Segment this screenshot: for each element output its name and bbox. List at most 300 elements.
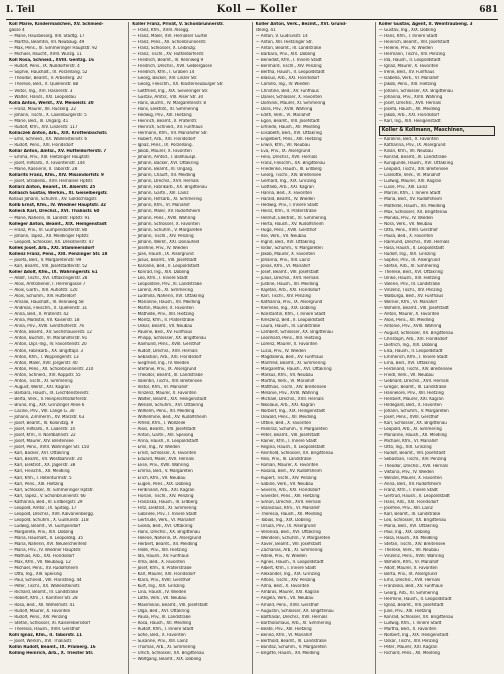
directory-entry: — Julie, Haush., IX. Alsergrund: [132, 251, 194, 257]
directory-entry: — Herbert, Beamt., XII. Meidling: [132, 542, 198, 548]
directory-entry: — Richard, Pens., XII. Meidling: [378, 650, 440, 656]
directory-entry: — Gregor, Beamt., III. Landstraße: [378, 384, 447, 390]
directory-entry: — Ulrich, Schlosser, XX. Brigittenau: [132, 650, 205, 656]
directory-entry: — Sophie, Priv., IX. Alsergrund: [378, 257, 440, 263]
directory-entry: — Theresia, Haush., XVIII. Gersthof: [9, 626, 80, 632]
directory-entry: — Otto, Pens., XVIII. Gersthof: [378, 227, 438, 233]
directory-entry: — Hans, Kfm., I. Innere Stadt: [378, 34, 438, 40]
directory-entry: — Hedwig, Priv., I. Innere Stadt: [255, 203, 318, 209]
directory-entry: — Ida, Haush., XV. Fünfhaus: [132, 554, 189, 560]
directory-entry: — Julius, Drechsl., XVII. Hernals: [255, 275, 319, 281]
directory-entry: — Hermann, Kfm., VII. Mariahilfer Str.: [132, 130, 208, 136]
directory-entry: — Johann, Schlosser, X. Favoriten: [132, 221, 200, 227]
directory-entry: — Konrad, Ing., XIX. Döbling: [132, 269, 190, 275]
directory-entry: — Martin, Maurer, X. Favoriten: [132, 306, 194, 312]
directory-entry: — Roman, Maurer, X. Favoriten: [255, 463, 319, 469]
directory-entry: — Franz, Tischl., XV. Hütteldorferstr.: [132, 52, 205, 58]
directory-entry: — Oswald, Pens., XII. Meidling: [255, 415, 317, 421]
directory-entry: — Ludwig, Beamt., VI. Gumpendorf: [9, 523, 81, 529]
directory-entry: — Rudolf, Pens., IX. Nußdorferstr. 4: [9, 64, 80, 70]
directory-entry: — Sebastian, Tischl., XIV. Penzing: [378, 457, 447, 463]
directory-entry: — Hans, Elektrot., XI. Simmering: [132, 106, 199, 112]
directory-entry: — Alois, Pens., XII. Meidling: [378, 318, 435, 324]
directory-entry: — Anton, Gärtn., XIII. Speising: [132, 433, 194, 439]
directory-entry: — Elise, Priv., XVIII. Währing: [132, 463, 189, 469]
directory-entry: — Heinrich, Schneid., XV. Fünfhaus: [132, 124, 203, 130]
directory-entry: — Franziska, Bed., XV. Fünfhaus: [378, 584, 443, 590]
directory-entry: — Rudolf, Pens., XXI. Floridsdorf: [9, 142, 74, 148]
directory-entry: — Moritz, Kfm., II. Praterstraße: [132, 318, 195, 324]
directory-entry: Kollaczek Anton, Arb., XIX. Krottenbachstr.: [9, 130, 108, 136]
directory-entry: — Georg, Arb., XI. Simmering: [378, 590, 439, 596]
directory-entry: — Valentin, Tischl., XIV. Breitensee: [132, 378, 202, 384]
directory-entry: — Rosalia, Bed., XV. Rudolfsheim: [255, 469, 322, 475]
directory-entry: — Vinzenz, Maurer, X. Favoriten: [132, 390, 197, 396]
directory-entry: — Johann, Drechsl., XVII. Hernals: [132, 179, 199, 185]
directory-entry: — Silvester, Pens., XIII. Hietzing: [255, 493, 320, 499]
directory-entry: — Rosa, Haush., XII. Meidling: [132, 620, 192, 626]
directory-entry: Koller Anton, Verk., Bezmt., XVI. Grund-: [255, 22, 347, 27]
directory-entry: — Max, Schlosser, XX. Brigittenau: [378, 209, 448, 215]
directory-entry: — Josef, Werkm., XVI. Thaliastr.: [9, 638, 73, 644]
directory-entry: — Franz, Priv., VI. Gumpendorferstr. 80: [9, 227, 88, 233]
directory-entry: — Bartholomäus, Arb., XI. Simmering: [255, 620, 331, 626]
directory-entry: — Kilian, Kfm., VII. Neubau: [378, 149, 433, 155]
directory-entry: — Erwin, Kfm., VII. Neubau: [255, 142, 310, 148]
directory-entry: — Karl, Bäcker, XVI. Ottakring: [9, 451, 70, 457]
directory-entry: — Heinrich, Beamt., II. Praterstr.: [132, 118, 198, 124]
directory-entry: — Olga, Bed., XVI. Ottakring: [132, 608, 190, 614]
directory-entry: — Johann, Werkf., XXI. Donaufeld: [132, 239, 200, 245]
directory-entry: — Marie, Bed., III. Ungarg. 41: [9, 118, 69, 124]
column-2: [128, 22, 251, 674]
directory-entry: — Robert, Kfm., I. Kärntner Str. 28: [9, 596, 78, 602]
directory-entry: — Johann, Tischl., X. Laxenburgerstr. 5: [9, 112, 87, 118]
directory-entry: — Gerhard, Ing., XIX. Grinzing: [255, 179, 316, 185]
directory-entry: — Emmerich, Kfm., I. Innere Stadt: [378, 354, 448, 360]
directory-entry: — Lorenz, Arb., XI. Simmering: [132, 288, 193, 294]
directory-entry: — Matthias, Tischl., XIV. Breitensee: [255, 384, 327, 390]
directory-entry: — Ferdinand, Arb., XXI. Kagran: [132, 487, 195, 493]
directory-entry: — Karl, Tapez., V. Schönbrunnerstr. 66: [9, 493, 86, 499]
directory-entry: — Friedl, Verk., VII. Neubau: [378, 372, 434, 378]
directory-entry: Kolleger Anton, Beamt., XIX. Heiligenstadt: [9, 221, 107, 227]
directory-entry: — Vinzenz, Pens., XVIII. Währing: [378, 554, 444, 560]
directory-entry: — Friedrich, Beamt., III. Rennweg 9: [132, 58, 204, 64]
directory-entry: — Emma, Priv., XIII. Hietzinger Hauptstr.: [9, 155, 91, 161]
directory-entry: — Kajetan, Arb., XXI. Floridsdorf: [255, 288, 321, 294]
directory-entry: — Franz, Fleischh., XX. Brigittenau: [255, 161, 325, 167]
directory-entry: — Johann, Tapez., XII. Meidlinger Hptstr.: [9, 233, 90, 239]
directory-entry: — Leopold, Schlosser, XX. Dresdnerstr. 47: [9, 239, 94, 245]
directory-entry: — Edith, Verk., VI. Mariahilf: [255, 112, 311, 118]
directory-entry: — Mathilde, Haush., XII. Meidling: [378, 203, 446, 209]
directory-entry: — Rudolf, Pens., XIV. Penzing: [9, 614, 68, 620]
directory-entry: — Peter, Beamt., VIII. Josefstadt: [255, 433, 320, 439]
directory-entry: — Emma, Bed., V. Margareten: [132, 469, 193, 475]
directory-entry: — August, Schlosser, XX. Brigittenau: [378, 330, 454, 336]
directory-entry: — Antonie, Priv., XVIII. Währing: [378, 324, 442, 330]
directory-entry: — Liselotte, Verk., VI. Mariahilf: [378, 173, 441, 179]
directory-entry: — Alma, Bed., X. Favoriten: [255, 584, 310, 590]
directory-entry: — Therese, Bed., XVI. Ottakring: [378, 270, 443, 276]
directory-entry: — Ambros, Maurer, XXI. Kagran: [255, 590, 320, 596]
directory-entry: — Friederike, Haush., III. Erdberg: [255, 167, 322, 173]
directory-entry: — Mathilde, Priv., XIII. Hietzing: [132, 312, 194, 318]
directory-entry: — Barbara, Haush., IX. Liechtensteinstr.: [9, 390, 90, 396]
directory-entry: — Anton, Kfm., I. Wipplingerstr. 13: [9, 354, 79, 360]
directory-entry: — Agnes, Haush., II. Leopoldstadt: [255, 560, 324, 566]
directory-entry: — Anton, Fabrikarb., XX. Brigittapl. 3: [9, 348, 83, 354]
directory-entry: — Mathias, Arb., XXI. Floridsdorf: [9, 554, 75, 560]
directory-entry: — Maria, Bed., XV. Rudolfsheim: [378, 197, 442, 203]
directory-entry: — Klemens, Ing., XIX. Döbling: [255, 306, 316, 312]
directory-entry: — Walburga, Bed., XV. Fünfhaus: [378, 294, 444, 300]
directory-entry: — Dominik, Maurer, XI. Simmering: [255, 100, 326, 106]
directory-entry: — Raimund, Drechsl., XVII. Hernals: [378, 239, 450, 245]
directory-entry: — Wendelin, Schuhm., V. Margareten: [255, 535, 331, 541]
directory-entry: — Leopold, Drechsl., XVII. Kalvarienbergg.: [9, 511, 95, 517]
directory-entry: — Stefan, Arb., XI. Simmering: [378, 263, 439, 269]
directory-entry: — Ludwig, Kfm., I. Innere Stadt: [378, 620, 442, 626]
directory-entry: — Konstantin, Kfm., I. Innere Stadt: [255, 312, 326, 318]
directory-entry: — Justine, Haush., XII. Meidling: [255, 282, 319, 288]
directory-entry: — Josef, Beamt., III. Kolonitzg. 9: [9, 421, 74, 427]
directory-entry: — Monika, Priv., IV. Wieden: [378, 215, 434, 221]
directory-entry: — Berta, Verk., V. Reinprechtsdorferstr.: [9, 396, 88, 402]
directory-entry: — Rudolf, Ing., XIX. Grinzing: [378, 251, 436, 257]
header-section: I. Teil: [6, 5, 35, 15]
directory-columns: [6, 22, 498, 674]
directory-entry: — Johann, Maler, XV. Rudolfsheim: [132, 209, 201, 215]
directory-entry: — Karl, Beamt., VIII. Josefstädterstr. 52: [9, 263, 88, 269]
directory-entry: — Susanne, Priv., XIII. Lainz: [132, 638, 188, 644]
directory-entry: — Leopold, Schuhm., X. Gudrunstr. 118: [9, 517, 89, 523]
directory-entry: — Werner, Kfm., VI. Mariahilf: [378, 300, 437, 306]
directory-entry: — Julius, Beamt., VIII. Josefstadt: [132, 257, 197, 263]
directory-entry: — Ignaz, Pens., IX. Porzellang.: [132, 142, 193, 148]
directory-entry: — Friedrich, Kfm., I. Graben 14: [132, 70, 195, 76]
directory-entry: — Katharina, Priv., IX. Alsergrund: [255, 300, 323, 306]
directory-entry: — Alois, Schuhm., XIV. Hütteldorf: [9, 294, 76, 300]
directory-entry: — Anna, Bed., II. Praterstr. 42: [9, 312, 69, 318]
directory-entry: — Johanna, Priv., XVIII. Währing: [378, 94, 443, 100]
directory-entry: — Wilhelm, Kfm., VI. Mariahilf: [378, 560, 439, 566]
directory-entry: — Dietrich, Ing., XIX. Döbling: [378, 342, 438, 348]
directory-entry: — Therese, Bed., X. Quellenstr. 88: [9, 82, 79, 88]
directory-entry: — Karl, Tischl., XIV. Penzing: [255, 294, 311, 300]
directory-entry: — Georg, Tischl., XIV. Breitensee: [255, 173, 322, 179]
directory-entry: — Rainer, Kfm., I. Innere Stadt: [255, 439, 317, 445]
directory-entry: — Herta, Haush., XV. Rudolfsheim: [255, 221, 324, 227]
directory-entry: — Gabriele, Priv., I. Innere Stadt: [132, 511, 197, 517]
directory-entry: — Anton, XIII. Hietzinger Str.: [255, 40, 313, 46]
directory-entry: — Rudolf, Kfm., I. Innere Stadt: [132, 626, 194, 632]
directory-entry: — Margarete, Priv., XIX. Döbling: [9, 529, 74, 535]
directory-entry: — Josef, Straßenb., XVII. Hernalser Hptstr.: [9, 179, 94, 185]
directory-entry: — Rudolf, Beamt., VIII. Josefstadt: [378, 451, 446, 457]
directory-entry: — Ludmilla, Näherin, XVI. Ottakring: [132, 294, 204, 300]
directory-entry: Kollasch Gustav, Werkm., XI. Geiselbergstr.: [9, 191, 108, 197]
directory-entry: — Erich, Kfm., VII. Neubau: [132, 475, 186, 481]
directory-entry: — Kreszenz, Bed., II. Leopoldstadt: [255, 318, 325, 324]
column-1: [6, 22, 128, 674]
directory-entry: — Irma, Bed., X. Favoriten: [132, 560, 185, 566]
directory-entry: — Katharina, Bed., III. Erdbergstr. 29: [9, 499, 83, 505]
directory-entry: — Valerie, Priv., III. Landstraße: [378, 282, 441, 288]
directory-entry: — Leopold, Amtsr., IX. Spitalg. 17: [9, 505, 77, 511]
directory-entry: — Isabella, Verk., VI. Mariahilf: [378, 76, 439, 82]
directory-entry: — Pauline, Bed., XV. Fünfhaus: [132, 330, 193, 336]
directory-entry: — Karl, Schlosser, XX. Brigittenau: [378, 421, 447, 427]
directory-entry: — Camillo, Ing., IV. Wieden: [255, 82, 310, 88]
directory-entry: — Oskar, Beamt., VII. Neubau: [132, 324, 193, 330]
directory-entry: — Georg, Fleischh., XX. Klosterneuburger Str.: [132, 82, 224, 88]
directory-entry: — Ursula, Priv., IX. Alsergrund: [255, 523, 316, 529]
directory-entry: — Anton, Schneid., XVI. Koppstr. 55: [9, 372, 81, 378]
directory-entry: — Karl, Beamt., III. Landstraße: [378, 511, 441, 517]
directory-entry: Kollenz Franz, Pens., XIII. Penzinger Str. 18: [9, 251, 108, 257]
directory-entry: — Johanna, Priv., XIII. Lainz: [255, 257, 310, 263]
directory-entry: — Franz, Schlosser, X. Leibnizg.: [132, 46, 197, 52]
directory-entry: — Johann, Pens., XVIII. Währing: [132, 215, 196, 221]
directory-entry: — Anton, Buchdr., VI. Mariahilferstr. 91: [9, 336, 88, 342]
directory-entry: — Sofie, Bed., X. Favoriten: [132, 632, 186, 638]
directory-entry: — Hans, Arb., XXI. Floridsdorf: [378, 499, 439, 505]
directory-entry: — Josef, Kfm., II. Praterstraße: [132, 566, 192, 572]
directory-entry: — Hermine, Haush., II. Leopoldstadt: [378, 596, 452, 602]
directory-entry: — Gisela, Bed., XVI. Ottakring: [132, 523, 193, 529]
directory-entry: — Gebhard, Drechsl., XVII. Hernals: [378, 378, 449, 384]
directory-entry: — Brigitte, Haush., XII. Meidling: [255, 650, 320, 656]
directory-entry: — Veronika, Bed., XVI. Ottakring: [255, 529, 321, 535]
directory-entry: — Josef, Pens., XVIII. Währinger Str. 150: [9, 445, 90, 451]
directory-entry: — Johann, Fabrikarb., XX. Brigittenau: [132, 185, 207, 191]
directory-entry: — Richard, Beamt., III. Landstraße: [9, 590, 79, 596]
directory-entry: — Manfred, Beamt., XI. Simmering: [255, 360, 326, 366]
directory-entry: — Viktor, Kfm., VI. Mariahilf: [132, 384, 188, 390]
directory-entry: — Otto, Ing., XIX. Grinzing: [378, 445, 432, 451]
directory-entry: — Fritz, Elektrot., XI. Simmering: [132, 505, 197, 511]
directory-entry: — Peter, Tischl., XX. Wallensteinstr.: [9, 584, 81, 590]
directory-entry: — Ida, Haush., II. Leopoldstadt: [378, 58, 441, 64]
directory-entry: — Leopoldine, Priv., III. Landstraße: [132, 282, 202, 288]
directory-entry: — Hermann, Tischl., XIV. Penzing: [378, 52, 445, 58]
directory-entry: — Rosa, Bed., XII. Wilhelmstr. 41: [9, 602, 75, 608]
directory-entry: — Paul, Ing., XIX. Döbling: [378, 530, 430, 536]
directory-entry: — Franz, Pens., XII. Schönbrunnerstr.: [132, 40, 207, 46]
directory-entry: — Rosa, Haush., XII. Meidling: [378, 536, 438, 542]
directory-entry: — Karl, Elektrot., XX. Jägerstr. 38: [9, 463, 76, 469]
directory-entry: — Hugo, Pens., XVIII. Gersthof: [255, 227, 317, 233]
directory-entry: — Augustin, Schlosser, XX. Brigittenau: [255, 608, 334, 614]
directory-entry: — Alexander, Ing., XIX. Grinzing: [255, 572, 321, 578]
directory-entry: Kollarits Franz, Kfm., XIV. Missindorfstr. 9: [9, 173, 104, 179]
directory-entry: — Maria, Priv., IV. Wiedner Hauptstr.: [9, 548, 82, 554]
directory-entry: — Stefanie, Priv., IX. Alsergrund: [132, 366, 197, 372]
directory-entry: — Karoline, Bed., X. Favoriten: [378, 137, 439, 142]
directory-entry: — Christoph, Arb., XXI. Floridsdorf: [378, 336, 448, 342]
directory-entry: — Emil, Ing., IV. Wieden: [132, 445, 180, 451]
directory-entry: — Thomas, Arb., XI. Simmering: [132, 644, 196, 650]
page-number: 681: [479, 5, 498, 15]
directory-entry: — Theodor, Beamt., III. Landstraße: [132, 372, 203, 378]
directory-entry: — Sebastian, Arb., XXI. Floridsdorf: [132, 354, 202, 360]
directory-entry: — Lotte, Verk., VII. Neubau: [132, 596, 187, 602]
directory-entry: — Leonhard, Pens., XIII. Hietzing: [255, 336, 321, 342]
directory-entry: — Josefine, Priv., IV. Wieden: [132, 245, 188, 251]
directory-entry: — Severin, Arb., XXI. Floridsdorf: [255, 487, 321, 493]
directory-entry: — Johann, Bäcker, XVI. Ottakring: [132, 161, 199, 167]
directory-entry: — Martha, Beamtin, VII. Neubaug. 49: [9, 40, 85, 46]
directory-entry: — Ignaz, Maurer, X. Favoriten: [378, 64, 439, 70]
directory-entry: — Anton, Maurer, X. Favoriten: [378, 312, 440, 318]
directory-entry: — Maria, Bed., XVI. Ottakring: [378, 524, 438, 529]
directory-entry: — Emil, Schneid., XX. Wallensteinstr. 6: [9, 136, 87, 142]
directory-entry: — Magdalena, Bed., XV. Fünfhaus: [255, 354, 324, 360]
directory-entry: — Pankraz, Schuhm., V. Margareten: [255, 427, 328, 433]
directory-entry: — Laura, Haush., III. Landstraße: [255, 324, 321, 330]
directory-entry: — Norbert, Ing., XIX. Heiligenstadt: [255, 409, 325, 414]
directory-entry: — Berta, Priv., IX. Alsergrund: [378, 572, 437, 578]
directory-entry: Kollaus Johann, Schuhm., XV. Goldschlagstr.: [9, 197, 98, 203]
directory-entry: — Johann, Schlosser, XX. Brigittenau: [378, 88, 453, 94]
directory-entry: — Isidor, Schuhm., V. Margareten: [255, 245, 323, 251]
directory-entry: — Josefa, Haush., XII. Meidling: [378, 106, 440, 112]
directory-entry: — Blasius, Arb., XXI. Floridsdorf: [255, 76, 320, 82]
directory-entry: — Josef, Hilfsarb., X. Laaerstr. 14: [9, 427, 76, 433]
directory-entry: — Johann, Beamt., III. Ungarg.: [132, 167, 194, 173]
directory-entry: — Stefan, Schlosser, XI. Kaiserebersdorf: [9, 620, 90, 626]
directory-entry: Koll Marie, Kindermädchen, XV. Schmied-: [9, 22, 104, 27]
directory-entry: — Therese, Verk., VII. Neubau: [378, 548, 439, 554]
directory-entry: — Maximilian, Beamt., VIII. Josefstadt: [132, 602, 208, 608]
directory-entry: Koller Gustav, Agent, II. Weintraubeng. 3: [378, 22, 473, 27]
directory-entry: — Paul, Schneid., VIII. Piaristeng. 44: [9, 578, 82, 584]
directory-entry: — Adolf, Maurer, X. Favoriten: [378, 566, 438, 572]
directory-entry: — Cäcilie, Priv., VIII. Lange G. 30: [9, 409, 75, 414]
directory-entry: — Leopold, Arb., XI. Simmering: [378, 427, 442, 433]
directory-entry: — Gottlieb, Arb., XXI. Kagran: [255, 185, 314, 191]
directory-entry: — Angela, Verk., VII. Neubau: [255, 596, 314, 602]
directory-entry: — Anton, V. Gudrunstr. 14: [255, 34, 308, 40]
directory-entry: — Heribert, Maurer, XXI. Kagran: [378, 397, 444, 403]
directory-entry: — Anna, Modistin, VII. Kaiserstr. 18: [9, 318, 80, 324]
directory-entry: — Gustav, Ing., XIX. Döbling: [378, 28, 436, 34]
directory-entry: — Hans, Drechsl., XX. Brigittenau: [132, 529, 200, 535]
directory-entry: — Franz, Maurer, XII. Ruckerg. 22: [9, 106, 77, 112]
directory-entry: — Christine, Bed., XV. Fünfhaus: [255, 88, 319, 94]
directory-entry: Kollin Rudolf, Beamt., IX. Pramerg. 16: [9, 644, 96, 650]
directory-entry: — Lambert, Schlosser, XX. Brigittenau: [255, 330, 333, 336]
directory-entry: — Franziska, Haush., III. Erdberg: [132, 499, 198, 505]
directory-entry: — Adele, Priv., IV. Wieden: [255, 554, 307, 560]
directory-entry: Kollek Josef, Arb., XXI. Stammersdorf: [9, 245, 95, 251]
directory-entry: — Benedikt, Kfm., I. Innere Stadt: [255, 58, 322, 64]
directory-entry: — Otto, Ing., XIII. Speising: [9, 572, 62, 578]
directory-entry: — Alois, Beamt., VIII. Josefstadt: [132, 427, 196, 433]
directory-entry: — Helene, Priv., IV. Wieden: [378, 46, 433, 52]
directory-entry: — Leo, Kfm., I. Innere Stadt: [132, 275, 188, 281]
directory-entry: — Bernhard, Tischl., XIV. Penzing: [255, 64, 322, 70]
directory-entry: — Johann, Zimmerm., XV. Märzstr. 63: [9, 415, 85, 421]
directory-entry: — Ludwig, Maurer, XXI. Kagran: [378, 179, 442, 185]
directory-entry: — Bertha, Haush., II. Leopoldstadt: [255, 70, 325, 76]
directory-entry: — Johann, Schuhm., V. Margareten: [132, 227, 203, 233]
directory-entry: — Oskar, Tischl., XIV. Penzing: [378, 638, 438, 644]
directory-entry: Koller Franz, Privat, V. Schönbrunnerstr.: [132, 22, 224, 27]
directory-entry: — Bonifaz, Schuhm., V. Margareten: [255, 644, 327, 650]
directory-entry: — Nora, Verk., VII. Neubau: [378, 221, 433, 227]
directory-entry: — Andreas, Fleischh., X. Quellenstr. 31: [9, 306, 88, 312]
directory-entry: — Alfred, Kfm., I. Wollzeile: [132, 421, 186, 427]
directory-entry: — Karl, Kfm., I. Rotenturmstr. 5: [9, 475, 72, 481]
directory-entry: — Ilse, Verk., VII. Neubau: [255, 233, 307, 239]
header-running-title: Koll — Koller: [216, 4, 298, 15]
directory-entry: — Leopold, Tischl., XIV. Breitensee: [378, 167, 449, 173]
directory-entry: — Katharina, Priv., IX. Alsergrund: [378, 143, 446, 149]
directory-entry: — August, Werkf., XXI. Kagran: [9, 384, 70, 390]
directory-entry: — Kunigunde, Haush., XVI. Ottakring: [378, 161, 453, 167]
directory-entry: — Reinhold, Schlosser, XX. Brigittenau: [255, 451, 334, 457]
directory-entry: — Ernst, Schlosser, X. Favoriten: [132, 451, 197, 457]
directory-entry: — Berthold, Beamt., III. Landstraße: [255, 638, 327, 644]
directory-entry: — Gustav, Amtsr., VIII. Alser Str. 30: [132, 94, 204, 100]
directory-entry: — Franz, Kfm., I. Innere Stadt: [378, 487, 438, 493]
directory-entry: — Eduard, Maler, XVII. Hernals: [132, 457, 195, 463]
directory-entry: — Johann, Schuhm., V. Margareten: [378, 409, 449, 415]
directory-entry: — Hubert, Arb., XXI. Floridsdorf: [132, 136, 196, 142]
directory-entry: — Hildegard, Bed., X. Favoriten: [378, 403, 442, 409]
directory-entry: — Johann, Kfm., VI. Mariahilf: [132, 203, 190, 209]
directory-entry: — Hannelore, Priv., XIII. Hietzing: [378, 390, 444, 396]
directory-entry: — Melanie, Priv., XVIII. Währing: [255, 390, 319, 396]
directory-entry: — Helmut, Elektrot., XI. Simmering: [255, 215, 327, 221]
directory-entry: — Regina, Haush., II. Leopoldstadt: [255, 445, 325, 451]
directory-entry: — Paula, Priv., III. Landstraße: [132, 614, 191, 620]
directory-entry: — Leo, Schlosser, XX. Brigittenau: [378, 517, 447, 523]
directory-entry: Kollarz Anton, Beamt., IX. Alserstr. 25: [9, 185, 96, 191]
directory-entry: — Sophie, Haushalt., IX. Porzellang. 52: [9, 70, 88, 76]
directory-entry: — Vinzenz, Tischl., XIV. Penzing: [378, 288, 442, 294]
directory-entry: — Felix, Drechsl., XVII. Hernals: [255, 155, 318, 161]
directory-entry: — Emil, Drechsl., XVII. Hernals: [378, 578, 441, 584]
directory-entry: — Alois, Gärtn., XIII. Auhofstr. 120: [9, 288, 78, 294]
directory-entry: — Josef, Drechsl., XVII. Hernals: [378, 100, 442, 106]
directory-entry: — Johann, Amtsd., I. Ballhauspl.: [132, 155, 197, 161]
directory-entry: — Gertrud, Haush., II. Leopoldstadt: [378, 493, 450, 499]
directory-entry: — Balthasar, Drechsl., XVII. Hernals: [255, 614, 328, 620]
directory-entry: — Karl, Schlosser, XI. Simmeringer Hptstr.: [9, 487, 94, 493]
directory-entry: — Ignaz, Beamt., VIII. Josefstadt: [378, 602, 444, 608]
directory-entry: — Karoline, Bed., II. Leopoldstadt: [132, 263, 200, 269]
directory-entry: — Franz, Kfm., XVIII. Alsegg.: [132, 28, 190, 34]
directory-entry: — Elsa, Haush., II. Leopoldstadt: [378, 348, 443, 354]
directory-entry: steing. 41: [255, 28, 276, 34]
directory-entry: — Jakob, Maurer, X. Favoriten: [132, 148, 192, 154]
directory-entry: — Georg, Bäcker, XIV. Linzer Str.: [132, 76, 198, 82]
directory-entry: — Lorenz, Maurer, X. Favoriten: [255, 342, 318, 348]
directory-entry: — Hilde, Priv., XIII. Hietzing: [132, 548, 187, 554]
directory-entry: — Albert, Kfm., I. Innere Stadt: [255, 566, 316, 572]
directory-entry: — Paula, Bed., X. Favoriten: [378, 233, 434, 239]
directory-entry: — Friedrich, Drechsl., XVII. Geblergasse: [132, 64, 212, 70]
directory-entry: — Luise, Priv., XIII. Lainz: [378, 185, 428, 191]
directory-entry: — Walter, Handl., XXI. Leopoldau: [9, 94, 76, 100]
directory-entry: — Karl, Maurer, XXI. Floridsdorf: [132, 572, 196, 578]
directory-entry: — Marie, Hausbesorg. XIII. Stadtg. 17: [9, 34, 85, 40]
directory-entry: — Anton, Beamt., XV. Sechshauserstr. 12: [9, 330, 92, 336]
